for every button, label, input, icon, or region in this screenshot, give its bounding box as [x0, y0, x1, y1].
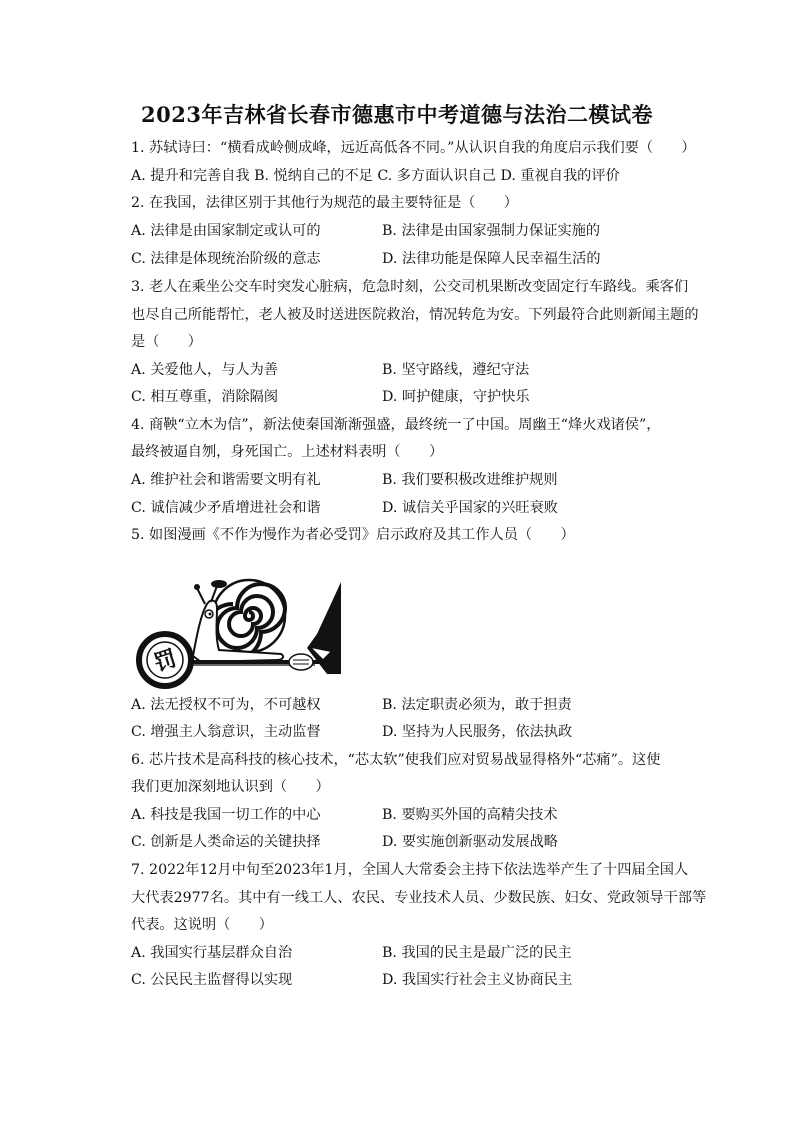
question-6-option-c: C. 创新是人类命运的关键抉择 [131, 834, 321, 850]
question-3-option-b: B. 坚守路线，遵纪守法 [382, 362, 530, 378]
question-3-stem-line-2: 也尽自己所能帮忙，老人被及时送进医院救治，情况转危为安。下列最符合此则新闻主题的 [131, 307, 699, 323]
question-3-option-a: A. 关爱他人，与人为善 [131, 362, 278, 378]
question-1-options: A. 提升和完善自我 B. 悦纳自己的不足 C. 多方面认识自己 D. 重视自我的评价 [131, 168, 620, 184]
question-5-option-d: D. 坚持为人民服务，依法执政 [382, 724, 573, 740]
question-7-option-d: D. 我国实行社会主义协商民主 [382, 972, 573, 988]
question-5-option-b: B. 法定职责必须为，敢于担责 [382, 697, 572, 713]
question-7-option-c: C. 公民民主监督得以实现 [131, 972, 293, 988]
question-3-stem-line-3: 是（ ） [131, 334, 202, 350]
question-4-option-d: D. 诚信关乎国家的兴旺衰败 [382, 500, 558, 516]
question-2-option-a: A. 法律是由国家制定或认可的 [131, 223, 321, 239]
question-2-option-c: C. 法律是体现统治阶级的意志 [131, 251, 321, 267]
question-7-stem-line-2: 大代表2977名。其中有一线工人、农民、专业技术人员、少数民族、妇女、党政领导干部等 [131, 890, 707, 906]
question-4-stem-line-1: 4. 商鞅“立木为信”，新法使秦国渐渐强盛，最终统一了中国。周幽王“烽火戏诸侯”， [131, 417, 661, 433]
question-6-stem-line-2: 我们更加深刻地认识到（ ） [131, 779, 330, 795]
question-4-option-c: C. 诚信减少矛盾增进社会和谐 [131, 500, 321, 516]
cartoon-snail-illustration [131, 574, 341, 689]
question-2-option-d: D. 法律功能是保障人民幸福生活的 [382, 251, 601, 267]
question-4-option-b: B. 我们要积极改进维护规则 [382, 472, 558, 488]
question-7-option-b: B. 我国的民主是最广泛的民主 [382, 945, 572, 961]
question-5-stem: 5. 如图漫画《不作为慢作为者必受罚》启示政府及其工作人员（ ） [131, 527, 575, 543]
penalty-stamp-text: 罚 [151, 646, 180, 677]
page-title: 2023年吉林省长春市德惠市中考道德与法治二模试卷 [141, 102, 653, 127]
question-6-option-d: D. 要实施创新驱动发展战略 [382, 834, 558, 850]
question-3-stem-line-1: 3. 老人在乘坐公交车时突发心脏病，危急时刻，公交司机果断改变固定行车路线。乘客们 [131, 279, 689, 295]
question-4-option-a: A. 维护社会和谐需要文明有礼 [131, 472, 321, 488]
question-5-option-c: C. 增强主人翁意识，主动监督 [131, 724, 321, 740]
question-3-option-c: C. 相互尊重，消除隔阂 [131, 389, 279, 405]
question-7-option-a: A. 我国实行基层群众自治 [131, 945, 293, 961]
question-2-stem: 2. 在我国，法律区别于其他行为规范的最主要特征是（ ） [131, 195, 518, 211]
question-6-option-b: B. 要购买外国的高精尖技术 [382, 807, 558, 823]
question-7-stem-line-1: 7. 2022年12月中旬至2023年1月，全国人大常委会主持下依法选举产生了十四届全国人 [131, 862, 689, 878]
question-1-stem: 1. 苏轼诗曰：“横看成岭侧成峰，远近高低各不同。”从认识自我的角度启示我们要（ ） [131, 140, 696, 156]
question-3-option-d: D. 呵护健康，守护快乐 [382, 389, 530, 405]
question-2-option-b: B. 法律是由国家强制力保证实施的 [382, 223, 601, 239]
question-4-stem-line-2: 最终被逼自刎，身死国亡。上述材料表明（ ） [131, 444, 444, 460]
question-7-stem-line-3: 代表。这说明（ ） [131, 917, 273, 933]
question-6-stem-line-1: 6. 芯片技术是高科技的核心技术，“芯太软”使我们应对贸易战显得格外“芯痛”。这使 [131, 752, 661, 768]
question-5-option-a: A. 法无授权不可为，不可越权 [131, 697, 321, 713]
question-6-option-a: A. 科技是我国一切工作的中心 [131, 807, 321, 823]
